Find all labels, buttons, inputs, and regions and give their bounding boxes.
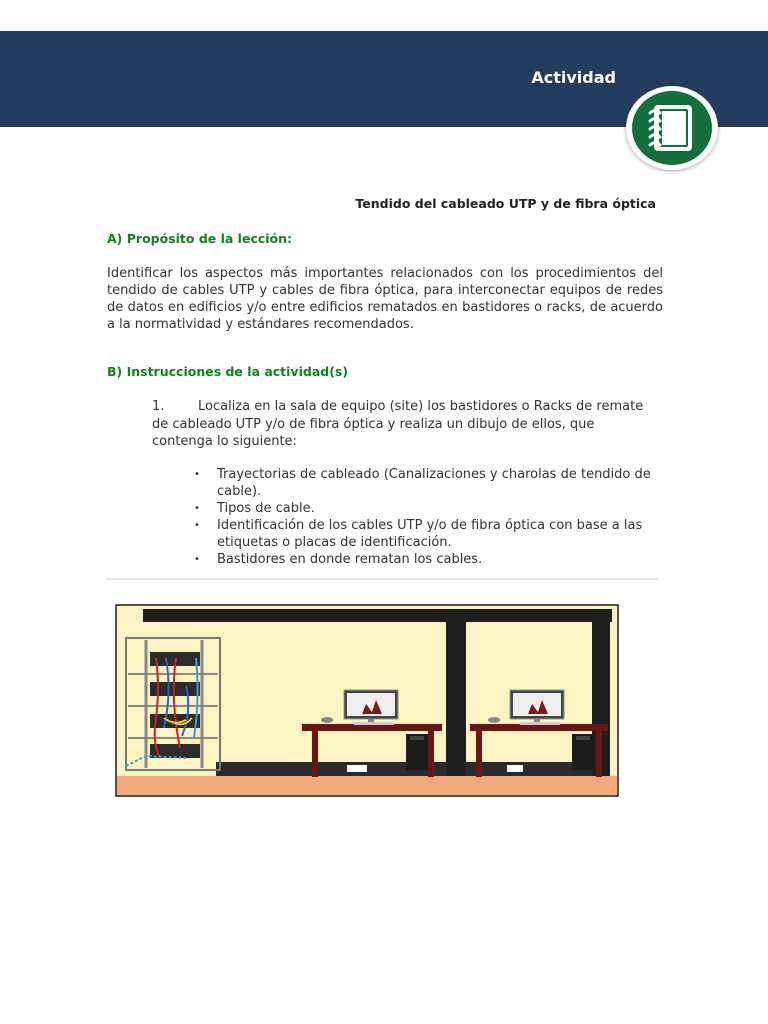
activity-badge xyxy=(626,86,718,170)
step-number: 1. xyxy=(152,399,165,414)
server-room-illustration xyxy=(106,578,662,800)
instruction-step xyxy=(152,398,652,451)
step-text: Localiza en la sala de equipo (site) los bastidores o Racks de remate de cableado UTP y/o de fibra óptica y realiza un dibujo de ellos, que contenga lo siguiente: xyxy=(152,399,644,449)
list-item: • Trayectorias de cableado (Canalizaciones y charolas de tendido de cable). xyxy=(190,466,660,500)
list-item: • Bastidores en donde rematan los cables. xyxy=(190,551,660,568)
section-a-heading: A) Propósito de la lección: xyxy=(107,231,293,246)
list-item: • Identificación de los cables UTP y/o de fibra óptica con base a las etiquetas o placas de identificación. xyxy=(190,517,660,551)
section-b-heading: B) Instrucciones de la actividad(s) xyxy=(107,364,349,379)
requirements-list xyxy=(190,466,660,568)
document-title: Tendido del cableado UTP y de fibra óptica xyxy=(355,196,656,211)
notebook-icon xyxy=(632,91,712,165)
list-item: • Tipos de cable. xyxy=(190,500,660,517)
section-a-paragraph: Identificar los aspectos más importantes relacionados con los procedimientos del tendido de cables UTP y cables de fibra óptica, para interconectar equipos de redes de datos en edificios y/o entre edificios rematados en bastidores o racks, de acuerdo a la normatividad y estándares recomendados. xyxy=(107,266,663,332)
header-title: Actividad xyxy=(531,68,616,87)
badge-circle xyxy=(632,91,712,165)
